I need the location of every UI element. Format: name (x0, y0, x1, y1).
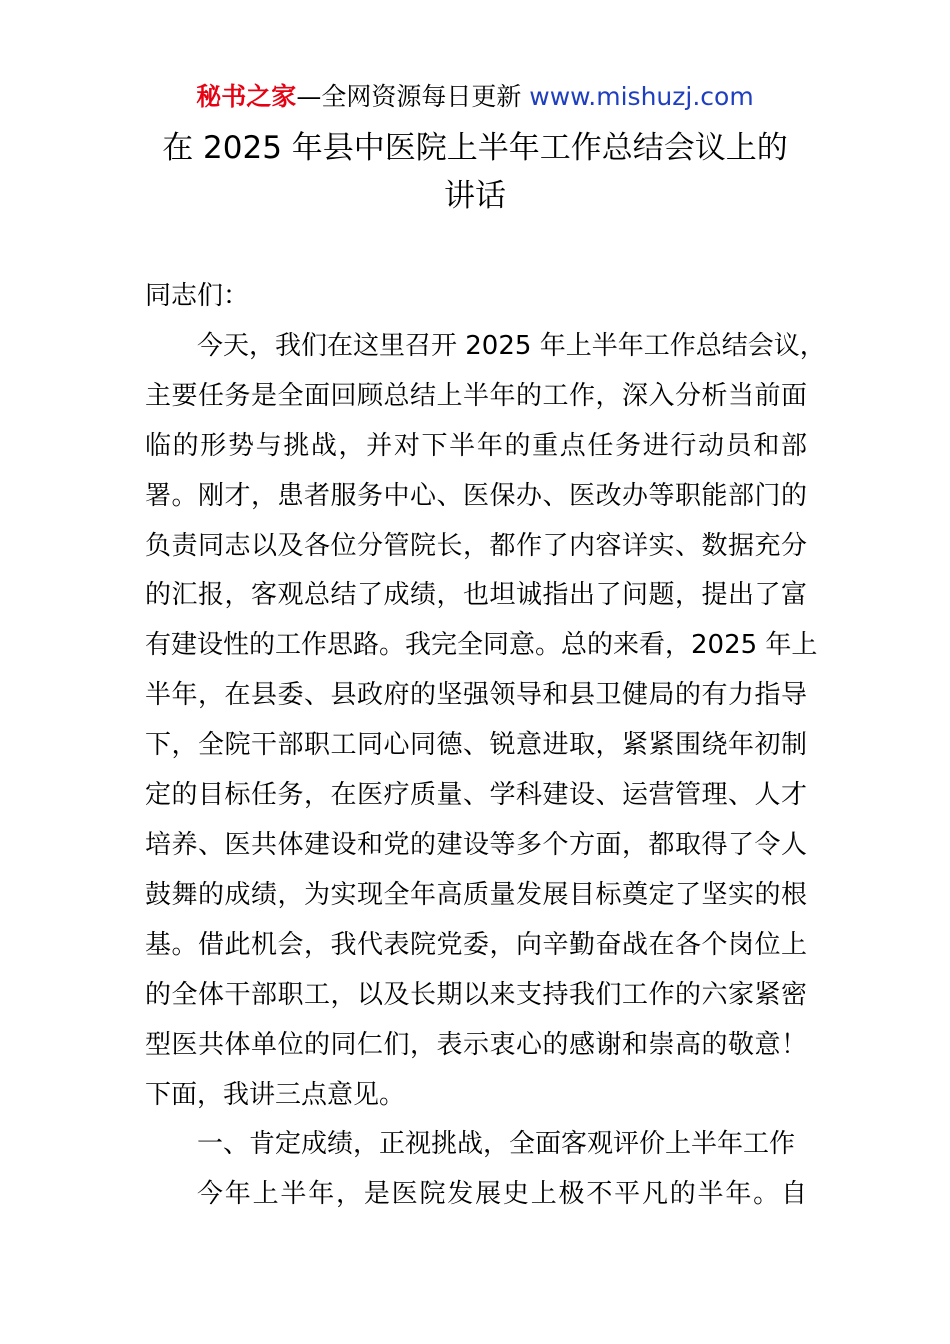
paragraph-line: 半年，在县委、县政府的坚强领导和县卫健局的有力指导 (145, 680, 807, 711)
site-url-link[interactable]: www.mishuzj.com (529, 82, 754, 111)
paragraph-line: 今年上半年，是医院发展史上极不平凡的半年。自 (197, 1179, 807, 1210)
paragraph-section-1 (145, 1170, 807, 1220)
paragraph-line: 的汇报，客观总结了成绩，也坦诚指出了问题，提出了富 (145, 580, 807, 611)
paragraph-line: 署。刚才，患者服务中心、医保办、医改办等职能部门的 (145, 480, 807, 511)
paragraph-opening (145, 322, 826, 1121)
paragraph-line: 下，全院干部职工同心同德、锐意进取，紧紧围绕年初制 (145, 730, 807, 761)
title-line-2: 讲话 (444, 178, 506, 214)
paragraph-line: 今天，我们在这里召开 2025 年上半年工作总结会议， (197, 330, 826, 361)
paragraph-line: 鼓舞的成绩，为实现全年高质量发展目标奠定了坚实的根 (145, 879, 807, 910)
title-line-1: 在 2025 年县中医院上半年工作总结会议上的 (162, 130, 788, 166)
paragraph-line: 培养、医共体建设和党的建设等多个方面，都取得了令人 (145, 829, 807, 860)
paragraph-line: 下面，我讲三点意见。 (145, 1079, 406, 1110)
site-header (0, 80, 950, 114)
document-title (160, 124, 790, 220)
paragraph-line: 型医共体单位的同仁们，表示衷心的感谢和崇高的敬意！ (145, 1029, 807, 1060)
paragraph-line: 有建设性的工作思路。我完全同意。总的来看，2025 年上 (145, 630, 818, 661)
document-body (145, 272, 826, 1220)
salutation-text: 同志们： (145, 281, 250, 311)
paragraph-line: 定的目标任务，在医疗质量、学科建设、运营管理、人才 (145, 780, 807, 811)
paragraph-line: 基。借此机会，我代表院党委，向辛勤奋战在各个岗位上 (145, 929, 807, 960)
paragraph-line: 的全体干部职工，以及长期以来支持我们工作的六家紧密 (145, 979, 807, 1010)
paragraph-line: 负责同志以及各位分管院长，都作了内容详实、数据充分 (145, 530, 807, 561)
site-brand: 秘书之家 (196, 82, 297, 111)
paragraph-line: 主要任务是全面回顾总结上半年的工作，深入分析当前面 (145, 380, 807, 411)
site-tagline: —全网资源每日更新 (296, 82, 530, 111)
salutation (145, 272, 807, 322)
section-heading-1: 一、肯定成绩，正视挑战，全面客观评价上半年工作 (197, 1129, 796, 1160)
paragraph-line: 临的形势与挑战，并对下半年的重点任务进行动员和部 (145, 430, 807, 461)
